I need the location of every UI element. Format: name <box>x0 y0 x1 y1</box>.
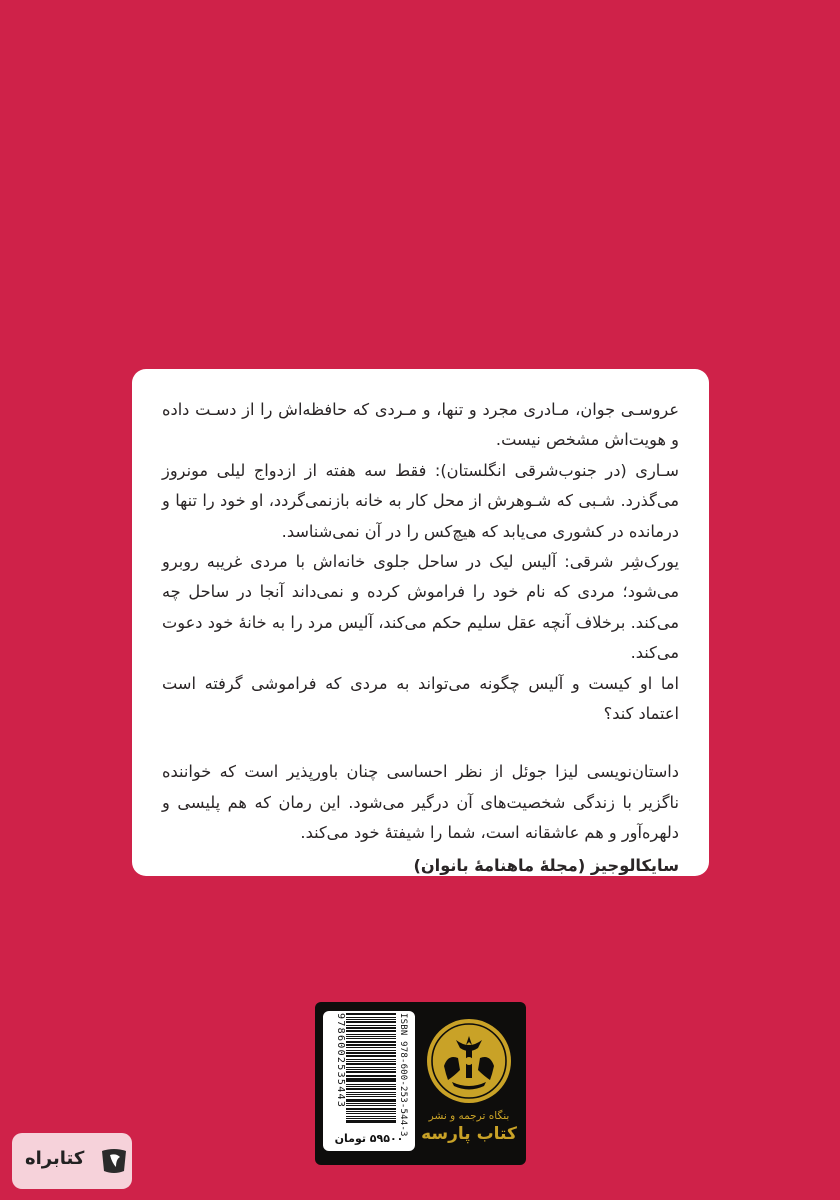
barcode-stripe <box>346 1105 396 1106</box>
barcode-stripe <box>346 1118 396 1119</box>
review-source: سایکالوجیز (مجلهٔ ماهنامهٔ بانوان) <box>413 855 679 875</box>
barcode-stripe <box>346 1088 396 1090</box>
barcode-stripe <box>346 1038 396 1039</box>
barcode-stripe <box>346 1094 396 1095</box>
barcode-stripe <box>346 1075 396 1077</box>
ketabrah-watermark <box>12 1133 132 1189</box>
barcode-stripe <box>346 1067 396 1068</box>
barcode-bars <box>346 1013 396 1125</box>
publisher-logo <box>419 1014 519 1154</box>
blurb-card <box>132 369 709 876</box>
barcode-stripe <box>346 1120 396 1123</box>
barcode-stripe <box>346 1111 396 1112</box>
barcode-stripe <box>346 1084 396 1085</box>
barcode-stripe <box>346 1055 396 1058</box>
barcode-stripe <box>346 1096 396 1098</box>
winged-lion-seal-icon <box>426 1018 512 1104</box>
blurb-paragraph-intro: عروسـی جوان، مـادری مجرد و تنها، و مـردی که حافظه‌اش را از دسـت داده و هویت‌اش مشخص نیست. <box>162 400 679 450</box>
barcode-stripe <box>346 1021 396 1024</box>
barcode-stripe <box>346 1069 396 1070</box>
barcode-stripe <box>346 1027 396 1029</box>
barcode-stripe <box>346 1034 396 1035</box>
barcode-stripe <box>346 1116 396 1117</box>
barcode-stripe <box>346 1044 396 1046</box>
barcode-stripe <box>346 1071 396 1073</box>
publisher-subtitle: بنگاه ترجمه و نشر <box>428 1110 510 1122</box>
paragraph-gap <box>162 729 679 757</box>
ketabrah-logo-icon <box>98 1145 130 1177</box>
barcode-stripe <box>346 1041 396 1044</box>
barcode-stripe <box>346 1052 396 1054</box>
barcode-stripe <box>346 1099 396 1102</box>
barcode-stripe <box>346 1030 396 1032</box>
barcode-stripe <box>346 1036 396 1037</box>
barcode-stripe <box>346 1108 396 1110</box>
barcode-stripe <box>346 1017 396 1018</box>
barcode-stripe <box>346 1092 396 1093</box>
publisher-name: کتاب پارسه <box>421 1124 517 1144</box>
isbn-text: ISBN 978-600-253-544-3 <box>398 1013 408 1137</box>
barcode-stripe <box>346 1113 396 1115</box>
barcode-digits: 9786002535443 <box>335 1013 346 1109</box>
barcode-stripe <box>346 1078 396 1079</box>
barcode-stripe <box>346 1025 396 1026</box>
barcode-box <box>323 1011 415 1151</box>
blurb-paragraph-surrey: سـاری (در جنوب‌شرقی انگلستان): فقط سه هفته از ازدواج لیلی مونروز می‌گذرد. شـبی که شـوهرش از محل کار به خانه بازنمی‌گردد، او خود را تنها و درمانده در کشوری می‌یابد که هیچ‌کس را در آن نمی‌شناسد. <box>162 460 679 541</box>
barcode-stripe <box>346 1019 396 1020</box>
barcode-stripe <box>346 1061 396 1062</box>
barcode-stripe <box>346 1063 396 1065</box>
barcode-stripe <box>346 1103 396 1104</box>
barcode-stripe <box>346 1047 396 1048</box>
barcode-stripe <box>346 1013 396 1015</box>
barcode-stripe <box>346 1079 396 1082</box>
barcode-rotated <box>330 1013 408 1137</box>
watermark-text: کتابراه <box>25 1148 85 1169</box>
publisher-barcode-panel <box>315 1002 526 1165</box>
barcode-stripe <box>346 1086 396 1087</box>
barcode-stripe <box>346 1050 396 1051</box>
review-quote: داستان‌نویسی لیزا جوئل از نظر احساسی چنان باورپذیر است که خواننده ناگزیر با زندگی شخصیت‌های آن درگیر می‌شود. این رمان که هم پلیسی و دلهره‌آور و هم عاشقانه است، شما را شیفتهٔ خود می‌کند. <box>162 762 679 843</box>
barcode-stripe <box>346 1059 396 1060</box>
price-label: ۵۹۵۰۰ تومان <box>334 1132 404 1145</box>
blurb-paragraph-question: اما او کیست و آلیس چگونه می‌تواند به مردی که فراموشی گرفته است اعتماد کند؟ <box>162 673 679 724</box>
blurb-paragraph-yorkshire: یورک‌شِر شرقی: آلیس لیک در ساحل جلوی خانه‌اش با مردی غریبه روبرو می‌شود؛ مردی که نام خود را فراموش کرده و نمی‌داند آنجا در ساحل چه می‌کند. برخلاف آنچه عقل سلیم حکم می‌کند، آلیس مرد را به خانهٔ خود دعوت می‌کند. <box>162 552 679 663</box>
